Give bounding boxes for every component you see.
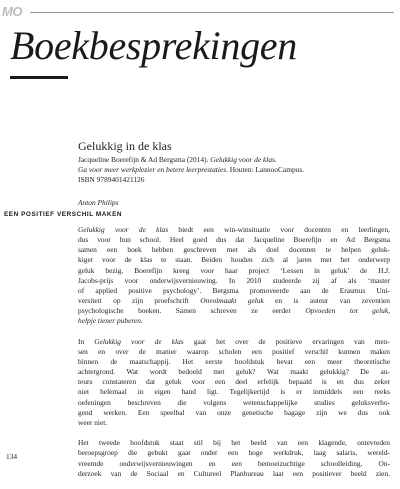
text-line: beroepsgroep die gebukt gaat onder een hoge werkdruk, laag salaris, wereld- [78, 448, 390, 458]
text-span: In [78, 336, 95, 346]
text-line: derzoek van de Sociaal en Cultureel Planbureau laat een positiever beeld zien. [78, 468, 390, 478]
text-line: sen en over de manier waarop scholen een positief verschil kunnen maken [78, 346, 390, 356]
text-span: versiteit op zijn proefschrift [78, 296, 201, 306]
article-body [78, 225, 390, 489]
text-line: dus voor hun school. Heel goed dus dat Jacqueline Boerefijn en Ad Bergsma [78, 235, 390, 245]
citation-publisher: Houten: LannooCampus. [227, 165, 305, 175]
book-title-ref: Gelukkig voor de klas [78, 225, 169, 234]
text-span: biedt een win-winsituatie voor docenten en leerlingen, [168, 225, 390, 234]
review-title: Gelukkig in de klas [78, 139, 172, 153]
book-title-ref: Opvoeden tot geluk, [305, 306, 390, 316]
text-line [78, 296, 390, 306]
text-line: teurs constateren dat geluk voor een deel erfelijk bepaald is en dus zeker [78, 377, 390, 387]
paragraph-1 [78, 225, 390, 327]
header-rule [30, 12, 394, 13]
text-line [78, 337, 390, 347]
text-line: Het tweede hoofdstuk staat stil bij het beeld van een klagende, ontevreden [78, 438, 390, 448]
text-line: of applied positive psychology’. Bergsma promoveerde aan de Erasmus Uni- [78, 285, 390, 295]
citation-authors: Jacqueline Boerefijn & Ad Bergsma (2014). [78, 155, 211, 164]
paragraph-3 [78, 438, 390, 479]
text-line: samen een boek hebben geschreven met als doel docenten te helpen geluk- [78, 245, 390, 255]
text-line: geluk bezig. Boerefijn kreeg voor haar project ‘Lessen in geluk’ de H.J. [78, 265, 390, 275]
text-line: binnen de maatschappij. Het eerste hoofdstuk bevat een meer theoretische [78, 357, 390, 367]
text-line: weer niet. [78, 417, 108, 427]
text-line: kiger voor de klas te staan. Beiden houden zich al jaren met het onderwerp [78, 255, 390, 265]
text-line: vreemde onderwijsvernieuwingen en een bemoeizuchtige schoolleiding. On- [78, 458, 390, 468]
section-title: Boekbesprekingen [10, 23, 297, 68]
title-underline [10, 76, 68, 79]
text-line: achtergrond. Wat wordt bedoeld met geluk? Wat maakt gelukkig? De au- [78, 367, 390, 377]
text-line: Jacobs-prijs voor onderwijsvernieuwing. In 2010 studeerde zij af als ‘master [78, 275, 390, 285]
reviewer-name: Anton Philips [78, 198, 119, 207]
paragraph-2 [78, 337, 390, 428]
citation-isbn: ISBN 9789401421126 [78, 175, 145, 185]
article-subheading: EEN POSITIEF VERSCHIL MAKEN [4, 211, 123, 218]
citation-subtitle: Ga voor meer werkplezier en betere leerprestaties. [78, 165, 228, 175]
text-line [78, 306, 390, 316]
text-span: psychologische boeken. Samen schreven ze eerder [78, 306, 306, 316]
text-span: gaat het over de positieve ervaringen van men- [183, 336, 390, 346]
text-line: oefeningen beschreven die volgens wetenschappelijke studies geluksverho- [78, 397, 390, 407]
page-number: 134 [6, 452, 18, 461]
text-line: niet helemaal in eigen hand ligt. Tegelijkertijd is er inmiddels een reeks [78, 387, 390, 397]
text-span: en is auteur van zeventien [263, 296, 390, 306]
text-line: helpje tiener puberen. [78, 316, 143, 326]
book-citation [78, 155, 378, 186]
book-title-ref: Gelukkig voor de klas [94, 336, 184, 346]
magazine-logo: MO [2, 4, 22, 19]
text-line: gend werken. Een speelbal van onze genetische bagage zijn we dus ook [78, 407, 390, 417]
text-line [78, 225, 390, 235]
book-title-ref: Onvolmaakt geluk [200, 296, 264, 306]
citation-book-title: Gelukkig voor de klas. [210, 155, 277, 164]
